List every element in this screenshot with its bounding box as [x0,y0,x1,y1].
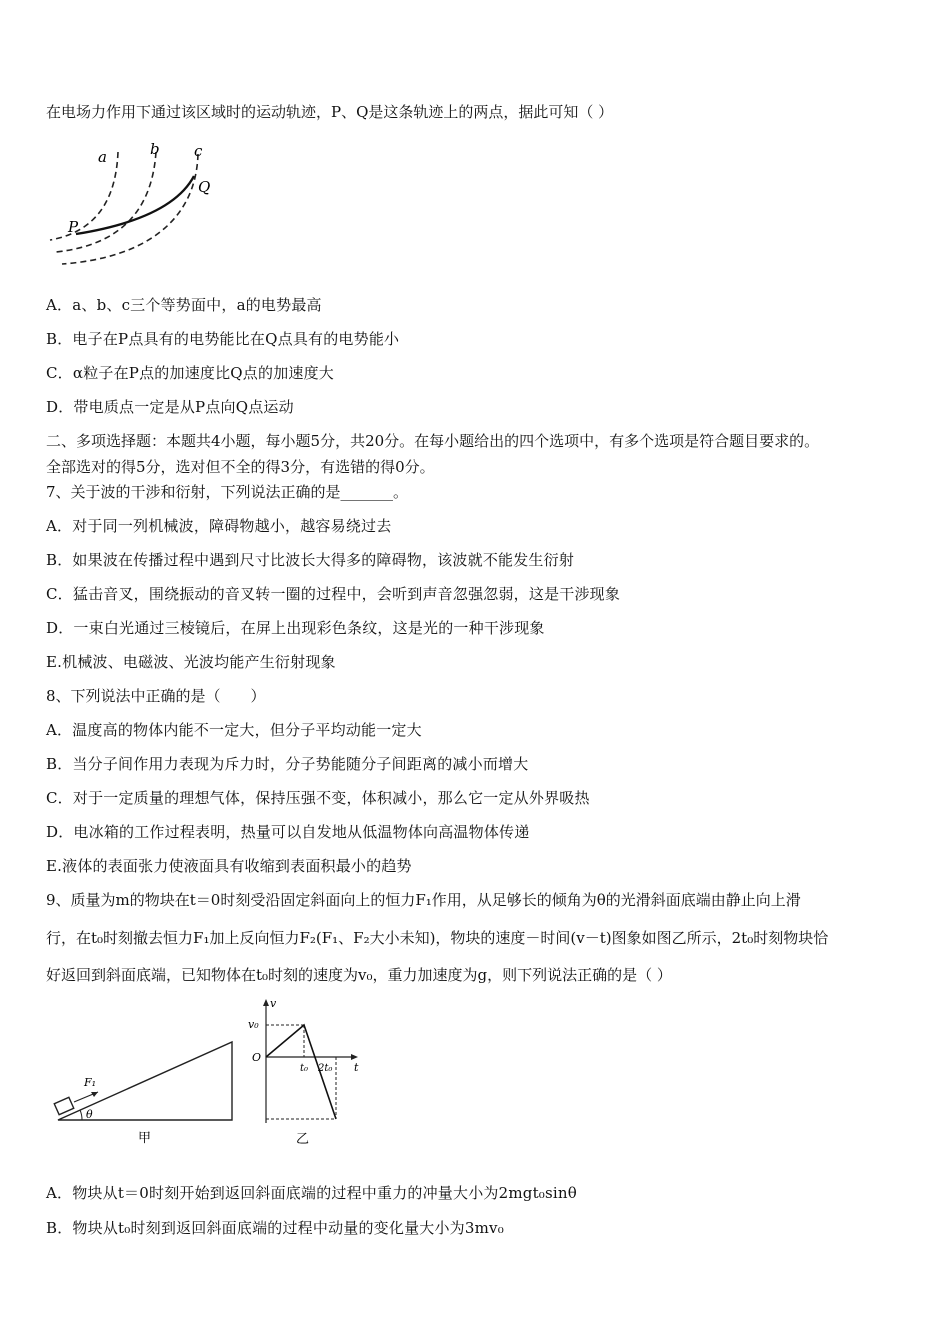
label-O: O [252,1051,262,1064]
section2-scoring: 全部选对的得5分，选对但不全的得3分，有选错的得0分。 [46,458,435,476]
incline-figure [46,1030,246,1150]
label-b: b [150,140,160,158]
q9-stem-line3: 好返回到斜面底端，已知物体在t₀时刻的速度为v₀，重力加速度为g，则下列说法正确的是（ ） [46,966,672,984]
q8-option-a: A．温度高的物体内能不一定大，但分子平均动能一定大 [46,721,422,739]
q7-option-a: A．对于同一列机械波，障碍物越小，越容易绕过去 [46,517,392,535]
q8-option-c: C．对于一定质量的理想气体，保持压强不变，体积减小，那么它一定从外界吸热 [46,789,590,807]
q9-stem-line2: 行，在t₀时刻撤去恒力F₁加上反向恒力F₂(F₁、F₂大小未知)，物块的速度－时间(v－t)图象如图乙所示，2t₀时刻物块恰 [46,929,829,947]
label-v0: v₀ [248,1018,259,1031]
q8-option-e: E.液体的表面张力使液面具有收缩到表面积最小的趋势 [46,857,412,875]
q7-option-b: B．如果波在传播过程中遇到尺寸比波长大得多的障碍物，该波就不能发生衍射 [46,551,575,569]
q8-option-b: B．当分子间作用力表现为斥力时，分子势能随分子间距离的减小而增大 [46,755,529,773]
q7-option-d: D．一束白光通过三棱镜后，在屏上出现彩色条纹，这是光的一种干涉现象 [46,619,545,637]
trajectory-curve [76,176,194,234]
label-theta: θ [86,1108,93,1121]
angle-arc [80,1110,82,1120]
q7-option-e: E.机械波、电磁波、光波均能产生衍射现象 [46,653,336,671]
label-Q: Q [198,178,211,196]
q9-stem-line1: 9、质量为m的物块在t＝0时刻受沿固定斜面向上的恒力F₁作用，从足够长的倾角为θ的光滑斜面底端由静止向上滑 [46,891,801,909]
label-v: v [270,997,277,1010]
q9-option-a: A．物块从t＝0时刻开始到返回斜面底端的过程中重力的冲量大小为2mgt₀sinθ [46,1184,578,1202]
caption-jia: 甲 [138,1131,152,1146]
label-t: t [354,1061,359,1074]
label-a: a [98,148,107,166]
equipotential-line-c [62,154,198,264]
q8-option-d: D．电冰箱的工作过程表明，热量可以自发地从低温物体向高温物体传递 [46,823,530,841]
q7-option-c: C．猛击音叉，围绕振动的音叉转一圈的过程中，会听到声音忽强忽弱，这是干涉现象 [46,585,621,603]
label-t0: t₀ [300,1063,309,1074]
q6-option-b: B．电子在P点具有的电势能比在Q点具有的电势能小 [46,330,400,348]
question-intro-text: 在电场力作用下通过该区域时的运动轨迹，P、Q是这条轨迹上的两点，据此可知（ ） [46,103,614,121]
t-axis-arrow [351,1054,358,1060]
section2-heading: 二、多项选择题：本题共4小题，每小题5分，共20分。在每小题给出的四个选项中，有多个选项是符合题目要求的。 [46,432,820,450]
block [54,1097,73,1114]
vt-graph-figure [246,995,376,1150]
caption-yi: 乙 [296,1132,310,1147]
label-F1: F₁ [84,1076,97,1089]
v-axis-arrow [263,999,269,1006]
q9-option-b: B．物块从t₀时刻到返回斜面底端的过程中动量的变化量大小为3mv₀ [46,1219,504,1237]
equipotential-figure [46,140,236,270]
q6-option-a: A．a、b、c三个等势面中，a的电势最高 [46,296,322,314]
q8-stem: 8、下列说法中正确的是（ ） [46,687,266,705]
q7-stem: 7、关于波的干涉和衍射，下列说法正确的是_______。 [46,483,409,501]
label-c: c [194,142,203,160]
label-2t0: 2t₀ [318,1063,333,1074]
label-P: P [68,218,79,236]
q6-option-d: D．带电质点一定是从P点向Q点运动 [46,398,294,416]
q6-option-c: C．α粒子在P点的加速度比Q点的加速度大 [46,364,334,382]
